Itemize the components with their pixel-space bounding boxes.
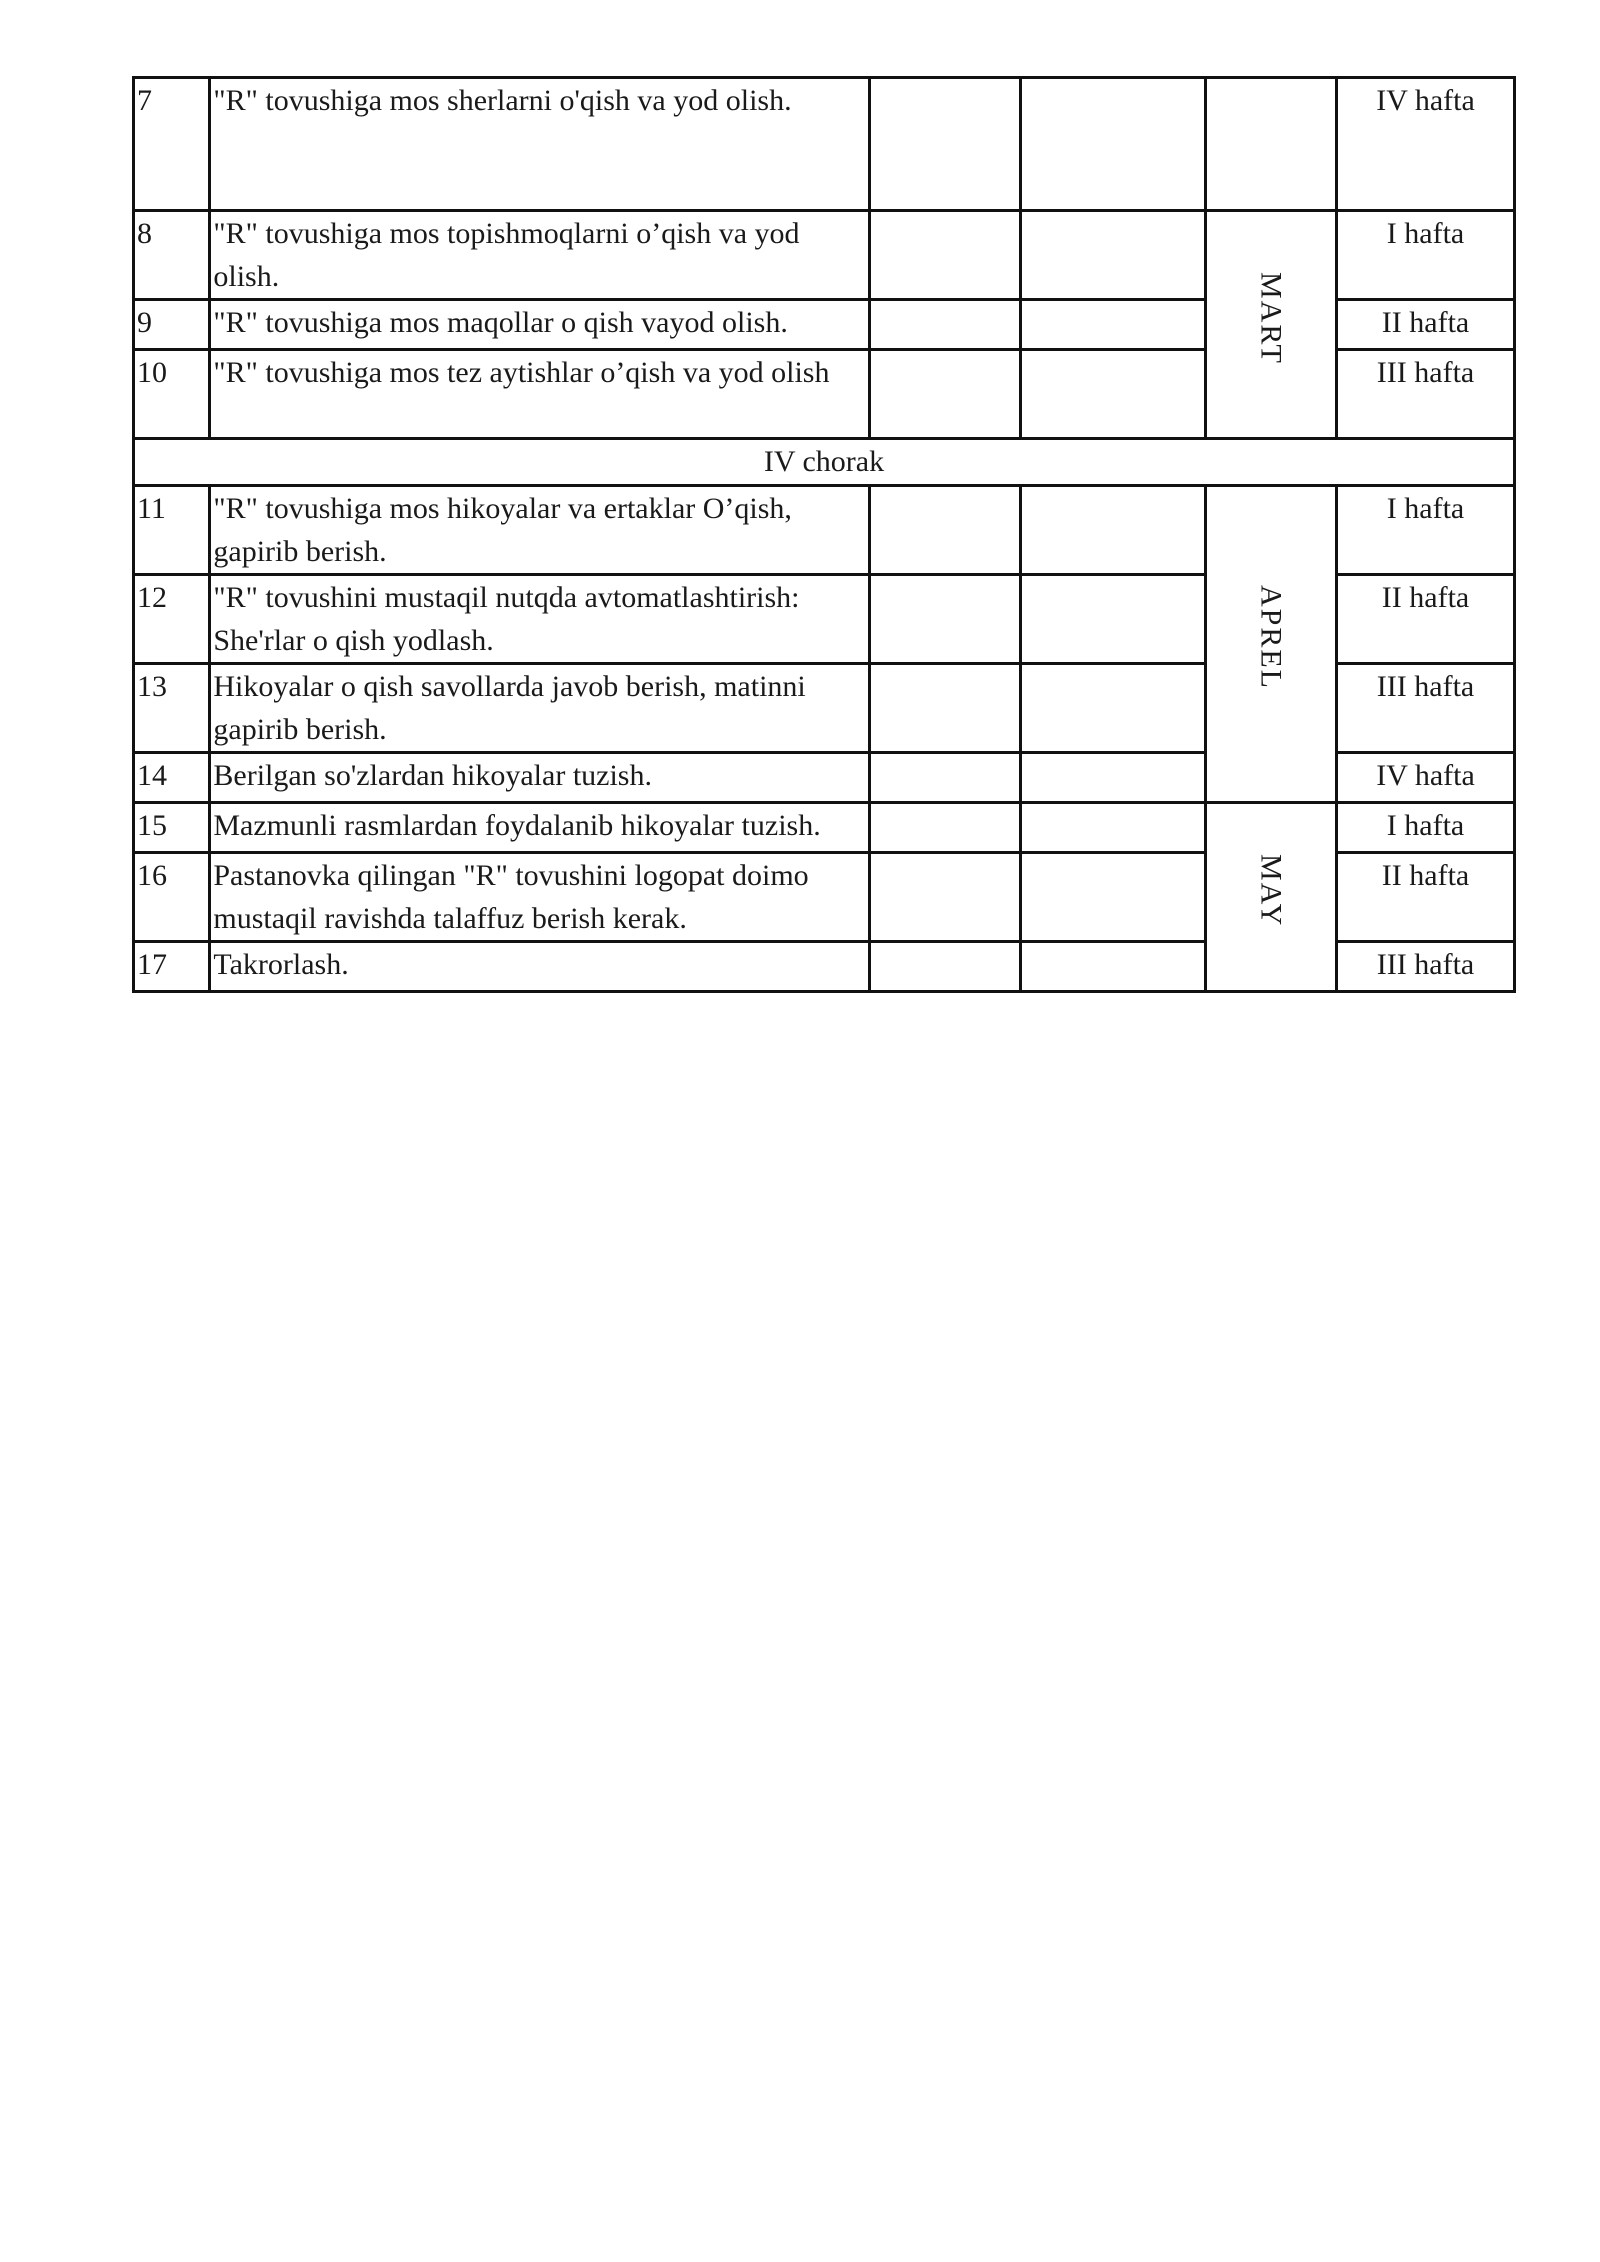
row-topic: "R" tovushiga mos maqollar o qish vayod olish.: [210, 300, 869, 350]
row-topic: Berilgan so'zlardan hikoyalar tuzish.: [210, 753, 869, 803]
row-topic: Takrorlash.: [210, 942, 869, 992]
empty-cell: [1021, 753, 1206, 803]
empty-cell: [1021, 78, 1206, 211]
empty-cell: [869, 753, 1021, 803]
empty-cell: [1206, 78, 1337, 211]
month-cell-aprel: [1206, 486, 1337, 803]
empty-cell: [869, 575, 1021, 664]
row-week: II hafta: [1337, 575, 1515, 664]
empty-cell: [869, 350, 1021, 439]
empty-cell: [1021, 803, 1206, 853]
row-number: 12: [134, 575, 210, 664]
empty-cell: [869, 78, 1021, 211]
row-week: IV hafta: [1337, 78, 1515, 211]
table-row: [134, 211, 1515, 300]
month-label: MAY: [1254, 854, 1288, 928]
empty-cell: [869, 942, 1021, 992]
empty-cell: [1021, 853, 1206, 942]
empty-cell: [869, 300, 1021, 350]
empty-cell: [1021, 211, 1206, 300]
row-week: I hafta: [1337, 803, 1515, 853]
empty-cell: [869, 803, 1021, 853]
row-topic: Pastanovka qilingan "R" tovushini logopat doimo mustaqil ravishda talaffuz berish kerak.: [210, 853, 869, 942]
month-cell-mart: [1206, 211, 1337, 439]
empty-cell: [1021, 942, 1206, 992]
row-number: 17: [134, 942, 210, 992]
empty-cell: [869, 664, 1021, 753]
table-row: [134, 78, 1515, 211]
month-label: MART: [1254, 272, 1288, 365]
row-week: III hafta: [1337, 350, 1515, 439]
row-topic: "R" tovushiga mos tez aytishlar o’qish va yod olish: [210, 350, 869, 439]
table-row: [134, 803, 1515, 853]
month-label: APREL: [1254, 585, 1288, 691]
empty-cell: [1021, 486, 1206, 575]
section-row: [134, 439, 1515, 486]
month-cell-may: [1206, 803, 1337, 992]
row-topic: "R" tovushini mustaqil nutqda avtomatlashtirish: She'rlar o qish yodlash.: [210, 575, 869, 664]
section-label: IV chorak: [134, 439, 1515, 486]
row-week: III hafta: [1337, 664, 1515, 753]
row-number: 13: [134, 664, 210, 753]
row-number: 14: [134, 753, 210, 803]
row-topic: "R" tovushiga mos topishmoqlarni o’qish va yod olish.: [210, 211, 869, 300]
empty-cell: [869, 486, 1021, 575]
row-number: 7: [134, 78, 210, 211]
lesson-plan-table: [132, 76, 1516, 993]
table-row: [134, 486, 1515, 575]
row-week: III hafta: [1337, 942, 1515, 992]
row-topic: Hikoyalar o qish savollarda javob berish, matinni gapirib berish.: [210, 664, 869, 753]
row-topic: "R" tovushiga mos sherlarni o'qish va yod olish.: [210, 78, 869, 211]
empty-cell: [1021, 575, 1206, 664]
empty-cell: [1021, 300, 1206, 350]
row-number: 8: [134, 211, 210, 300]
row-topic: Mazmunli rasmlardan foydalanib hikoyalar tuzish.: [210, 803, 869, 853]
row-number: 11: [134, 486, 210, 575]
row-week: IV hafta: [1337, 753, 1515, 803]
row-topic: "R" tovushiga mos hikoyalar va ertaklar O’qish, gapirib berish.: [210, 486, 869, 575]
row-week: II hafta: [1337, 300, 1515, 350]
row-week: II hafta: [1337, 853, 1515, 942]
row-number: 16: [134, 853, 210, 942]
row-number: 10: [134, 350, 210, 439]
empty-cell: [869, 853, 1021, 942]
row-week: I hafta: [1337, 211, 1515, 300]
row-number: 15: [134, 803, 210, 853]
empty-cell: [869, 211, 1021, 300]
empty-cell: [1021, 664, 1206, 753]
row-number: 9: [134, 300, 210, 350]
empty-cell: [1021, 350, 1206, 439]
row-week: I hafta: [1337, 486, 1515, 575]
